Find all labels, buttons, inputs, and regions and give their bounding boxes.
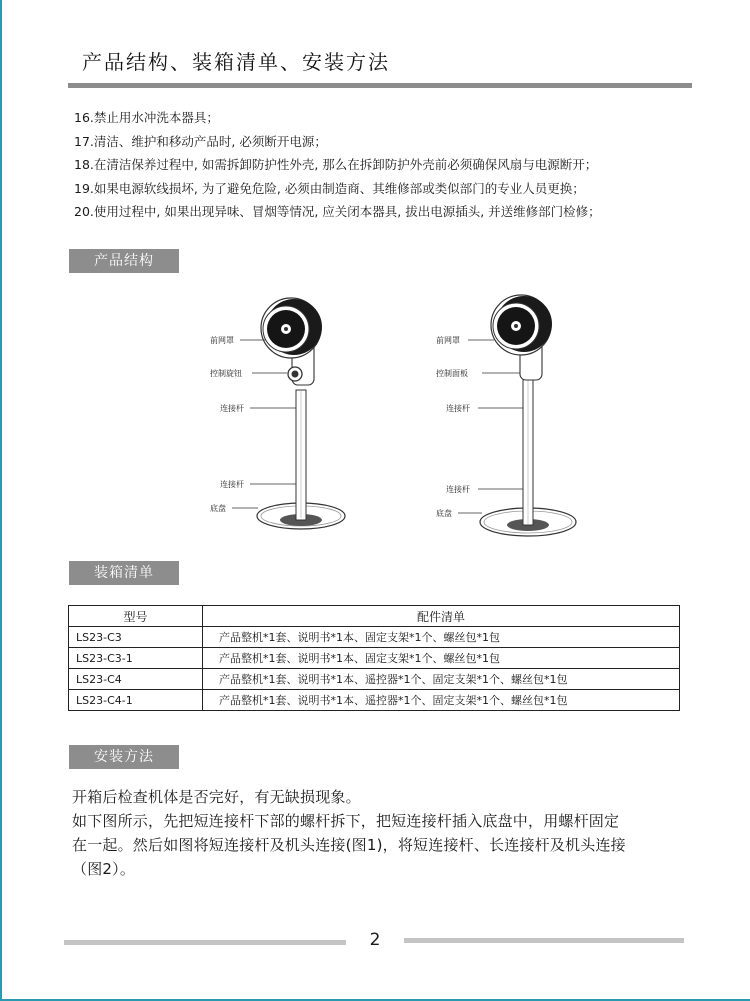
- safety-notes: [74, 106, 694, 224]
- label-base-left: 底盘: [210, 504, 226, 513]
- cell-accessories: 产品整机*1套、说明书*1本、固定支架*1个、螺丝包*1包: [203, 648, 680, 669]
- note-item: 16.禁止用水冲洗本器具；: [74, 110, 219, 125]
- fan-left: [257, 298, 345, 529]
- cell-model: LS23-C4-1: [69, 690, 203, 711]
- table-row: [69, 690, 680, 711]
- label-rod-upper-right: 连接杆: [446, 404, 470, 413]
- label-rod-upper-left: 连接杆: [220, 404, 244, 413]
- label-rod-lower-left: 连接杆: [220, 480, 244, 489]
- footer-rule-left: [64, 940, 346, 945]
- footer-rule-right: [404, 938, 684, 943]
- cell-accessories: 产品整机*1套、说明书*1本、固定支架*1个、螺丝包*1包: [203, 627, 680, 648]
- label-base-right: 底盘: [436, 509, 452, 518]
- title-rule: [68, 83, 692, 88]
- column-header-accessories: 配件清单: [203, 606, 680, 627]
- install-instructions: [72, 785, 684, 881]
- table-header-row: [69, 606, 680, 627]
- page-title: 产品结构、装箱清单、安装方法: [82, 50, 390, 74]
- cell-model: LS23-C3-1: [69, 648, 203, 669]
- section-label-packing: 装箱清单: [69, 561, 179, 585]
- cell-model: LS23-C4: [69, 669, 203, 690]
- label-control-panel: 控制面板: [436, 369, 468, 378]
- product-structure-figure: [190, 280, 610, 550]
- cell-accessories: 产品整机*1套、说明书*1本、遥控器*1个、固定支架*1个、螺丝包*1包: [203, 690, 680, 711]
- install-line: 在一起。然后如图将短连接杆及机头连接(图1)，将短连接杆、长连接杆及机头连接: [72, 836, 626, 854]
- label-control-knob: 控制旋钮: [210, 369, 242, 378]
- packing-list-table: [68, 605, 680, 711]
- column-header-model: 型号: [69, 606, 203, 627]
- fan-diagram: [190, 280, 610, 550]
- label-front-grille-left: 前网罩: [210, 336, 234, 345]
- section-label-structure: 产品结构: [69, 249, 179, 273]
- table-row: [69, 627, 680, 648]
- page-number: 2: [369, 930, 381, 950]
- label-front-grille-right: 前网罩: [436, 336, 460, 345]
- section-label-install: 安装方法: [69, 745, 179, 769]
- install-line: 开箱后检查机体是否完好，有无缺损现象。: [72, 788, 361, 806]
- note-item: 18.在清洁保养过程中, 如需拆卸防护性外壳, 那么在拆卸防护外壳前必须确保风扇与电源断开；: [74, 157, 598, 172]
- note-item: 19.如果电源软线损坏, 为了避免危险, 必须由制造商、其维修部或类似部门的专业人员更换；: [74, 180, 585, 196]
- note-item: 17.清洁、维护和移动产品时, 必须断开电源；: [74, 133, 327, 149]
- page-border-left: [0, 0, 2, 1001]
- note-item: 20.使用过程中, 如果出现异味、冒烟等情况, 应关闭本器具, 拔出电源插头, 并送维修部门检修；: [74, 204, 601, 219]
- install-line: （图2）。: [72, 860, 136, 878]
- table-row: [69, 669, 680, 690]
- fan-right: [480, 295, 576, 536]
- cell-accessories: 产品整机*1套、说明书*1本、遥控器*1个、固定支架*1个、螺丝包*1包: [203, 669, 680, 690]
- table-row: [69, 648, 680, 669]
- label-rod-lower-right: 连接杆: [446, 485, 470, 494]
- install-line: 如下图所示，先把短连接杆下部的螺杆拆下，把短连接杆插入底盘中，用螺杆固定: [72, 812, 620, 830]
- cell-model: LS23-C3: [69, 627, 203, 648]
